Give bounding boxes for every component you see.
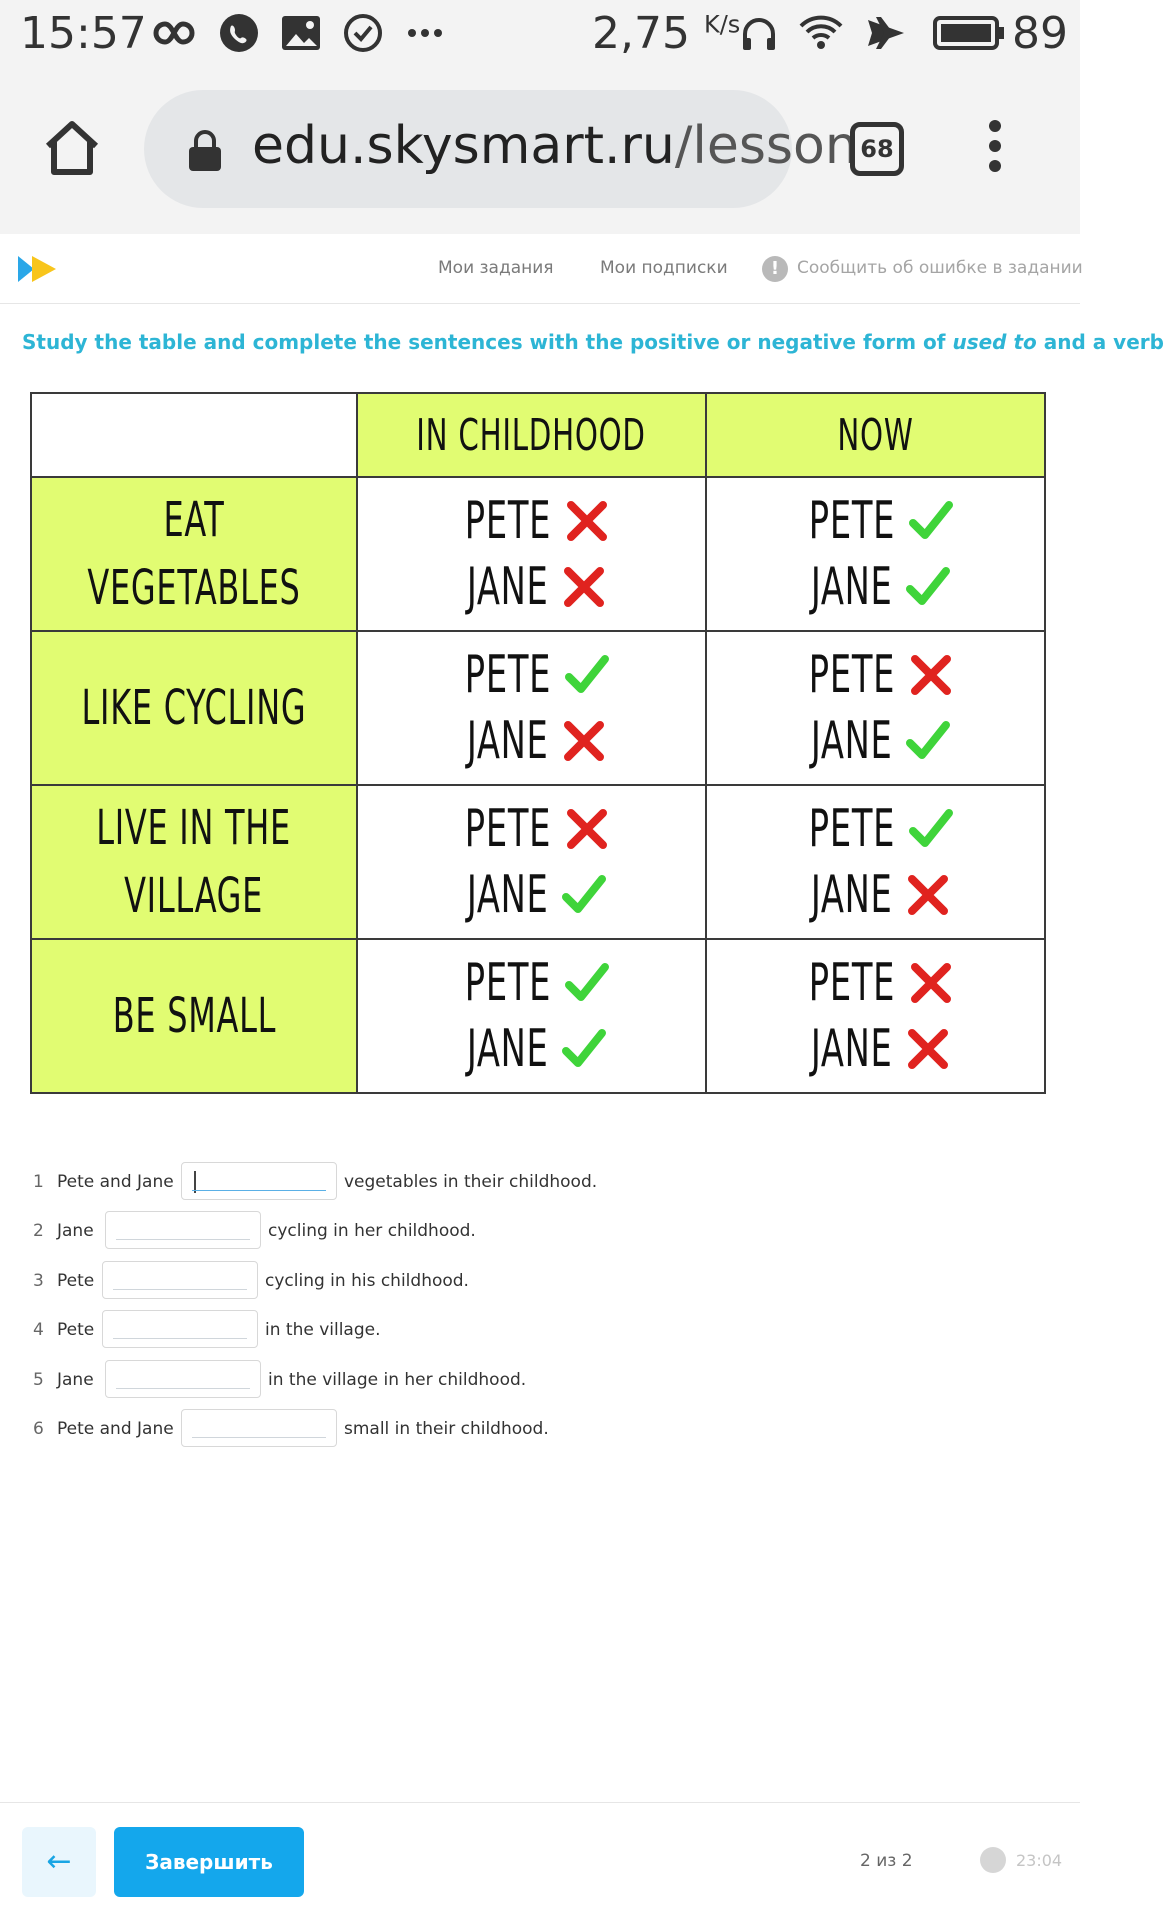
exercise-number: 5 <box>33 1370 44 1390</box>
answer-input-4[interactable] <box>102 1310 258 1348</box>
exercise-subject: Pete <box>57 1320 95 1340</box>
check-icon <box>903 493 959 549</box>
now-cell <box>706 939 1045 1093</box>
exercise-subject: Pete <box>57 1271 95 1291</box>
check-icon <box>900 713 956 769</box>
exercise-number: 1 <box>33 1172 44 1192</box>
clock-icon <box>980 1847 1006 1873</box>
exercise-subject: Jane <box>57 1221 94 1241</box>
person-name: JANE <box>810 711 893 771</box>
timer-text: 23:04 <box>1016 1851 1063 1870</box>
wifi-icon <box>798 12 844 54</box>
answer-input-6[interactable] <box>181 1409 337 1447</box>
lesson-footer <box>0 1802 1080 1920</box>
status-time: 15:57 <box>20 8 147 59</box>
home-icon[interactable] <box>40 116 104 180</box>
battery-level: 89 <box>1012 8 1068 59</box>
habits-table <box>30 392 1046 1094</box>
exercise-number: 4 <box>33 1320 44 1340</box>
lock-icon <box>186 128 224 172</box>
person-name: JANE <box>810 1019 893 1079</box>
skysmart-logo-icon[interactable] <box>18 256 56 282</box>
check-icon <box>559 647 615 703</box>
answer-input-2[interactable] <box>105 1211 261 1249</box>
exercise-rest: vegetables in their childhood. <box>344 1172 598 1192</box>
person-name: JANE <box>466 557 549 617</box>
childhood-cell <box>357 477 706 631</box>
cross-icon <box>903 647 959 703</box>
status-bar <box>0 0 1080 66</box>
check-icon <box>559 955 615 1011</box>
exercise-subject: Pete and Jane <box>57 1172 174 1192</box>
cross-icon <box>903 955 959 1011</box>
back-arrow-button[interactable]: ← <box>22 1827 96 1897</box>
childhood-cell <box>357 939 706 1093</box>
cross-icon <box>559 493 615 549</box>
exercise-rest: cycling in his childhood. <box>265 1271 469 1291</box>
gallery-icon <box>280 12 322 54</box>
row-label-cell: LIVE IN THE VILLAGE <box>31 785 357 939</box>
person-name: PETE <box>464 953 551 1013</box>
airplane-icon <box>864 12 908 54</box>
cross-icon <box>900 1021 956 1077</box>
check-circle-icon <box>342 12 384 54</box>
childhood-cell <box>357 631 706 785</box>
person-name: JANE <box>466 711 549 771</box>
now-cell <box>706 785 1045 939</box>
person-name: JANE <box>466 865 549 925</box>
answer-input-5[interactable] <box>105 1360 261 1398</box>
exercise-subject: Jane <box>57 1370 94 1390</box>
cross-icon <box>559 801 615 857</box>
exercise-rest: in the village. <box>265 1320 381 1340</box>
childhood-cell <box>357 785 706 939</box>
person-name: PETE <box>808 491 895 551</box>
nav-my-tasks[interactable]: Мои задания <box>438 258 554 278</box>
report-error-link[interactable]: Сообщить об ошибке в задании <box>797 258 1083 278</box>
check-icon <box>556 867 612 923</box>
exercise-number: 2 <box>33 1221 44 1241</box>
whatsapp-icon <box>218 12 260 54</box>
exercise-number: 3 <box>33 1271 44 1291</box>
check-icon <box>900 559 956 615</box>
exercise-number: 6 <box>33 1419 44 1439</box>
table-row <box>31 631 1045 785</box>
now-cell <box>706 477 1045 631</box>
person-name: PETE <box>464 645 551 705</box>
now-cell <box>706 631 1045 785</box>
infinity-icon <box>148 12 202 54</box>
person-name: PETE <box>808 953 895 1013</box>
cross-icon <box>556 559 612 615</box>
site-header <box>0 234 1083 304</box>
answer-input-1[interactable] <box>181 1162 337 1200</box>
headphones-icon <box>738 12 780 54</box>
cross-icon <box>556 713 612 769</box>
row-label-cell: EAT VEGETABLES <box>31 477 357 631</box>
person-name: PETE <box>464 799 551 859</box>
url-text: edu.skysmart.ru/lesson <box>252 116 858 176</box>
alert-icon: ! <box>762 256 788 282</box>
table-header-row <box>31 393 1045 477</box>
battery-icon <box>932 12 1006 54</box>
header-now: NOW <box>706 393 1045 477</box>
person-name: PETE <box>808 799 895 859</box>
tab-switcher-button[interactable]: 68 <box>850 122 904 176</box>
person-name: JANE <box>810 557 893 617</box>
person-name: JANE <box>810 865 893 925</box>
browser-toolbar <box>0 66 1080 234</box>
address-bar[interactable] <box>144 90 858 208</box>
exercise-rest: in the village in her childhood. <box>268 1370 527 1390</box>
person-name: JANE <box>466 1019 549 1079</box>
table-corner-cell <box>31 393 357 477</box>
more-dots-icon <box>404 12 446 54</box>
person-name: PETE <box>464 491 551 551</box>
row-label-cell: BE SMALL <box>31 939 357 1093</box>
step-progress: 2 из 2 <box>860 1851 913 1871</box>
finish-button[interactable]: Завершить <box>114 1827 304 1897</box>
task-instruction: Study the table and complete the sentences with the positive or negative form of used to and a verb <box>22 330 1164 354</box>
check-icon <box>556 1021 612 1077</box>
table-row <box>31 785 1045 939</box>
exercise-subject: Pete and Jane <box>57 1419 174 1439</box>
exercise-rest: small in their childhood. <box>344 1419 549 1439</box>
network-speed: 2,75 $^{K/s}$ <box>592 8 741 59</box>
browser-menu-icon[interactable] <box>980 120 1010 180</box>
header-childhood: IN CHILDHOOD <box>357 393 706 477</box>
table-row <box>31 939 1045 1093</box>
row-label-cell: LIKE CYCLING <box>31 631 357 785</box>
cross-icon <box>900 867 956 923</box>
exercise-rest: cycling in her childhood. <box>268 1221 476 1241</box>
answer-input-3[interactable] <box>102 1261 258 1299</box>
person-name: PETE <box>808 645 895 705</box>
check-icon <box>903 801 959 857</box>
table-row <box>31 477 1045 631</box>
nav-my-subscriptions[interactable]: Мои подписки <box>600 258 728 278</box>
